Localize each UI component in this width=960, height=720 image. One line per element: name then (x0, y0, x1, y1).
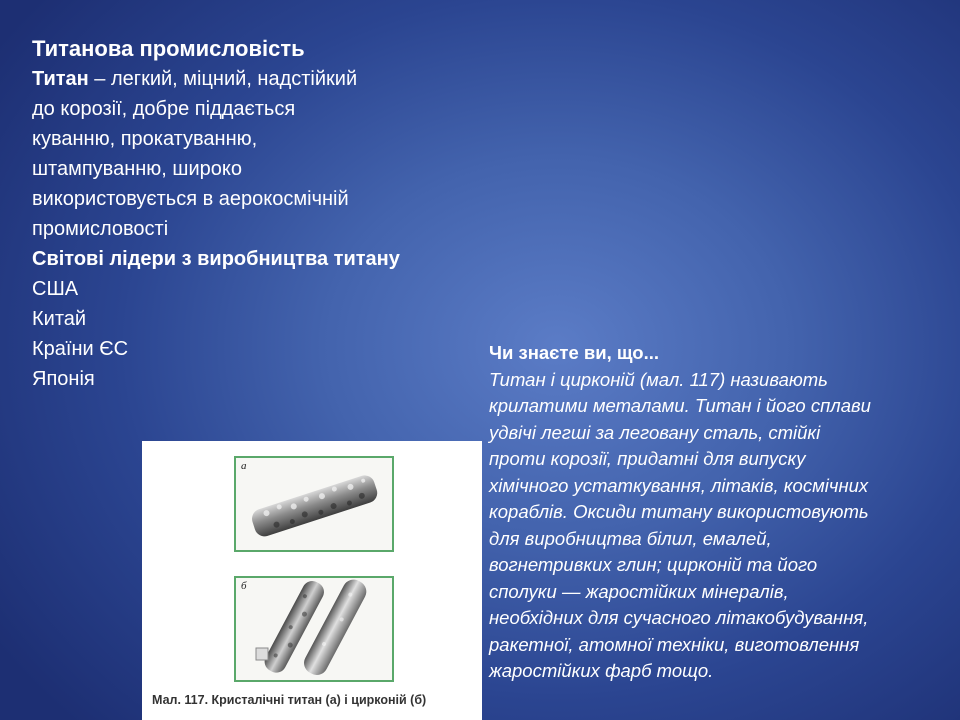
leader-item: Китай (32, 308, 87, 330)
did-you-know-line-4: проти корозії, придатні для випуску (489, 448, 806, 469)
did-you-know-line-7: для виробництва білил, емалей, (489, 527, 772, 549)
did-you-know-line-2: крилатими металами. Титан і його сплави (489, 395, 871, 416)
did-you-know-line-1: Титан і цирконій (мал. 117) називають (489, 368, 828, 390)
panel-b-letter: б (241, 580, 247, 592)
left-text-block (32, 34, 472, 394)
titan-description-line-3: куванню, прокатуванню, (32, 128, 258, 150)
did-you-know-line-6: кораблів. Оксиди титану використовують (489, 501, 869, 522)
zirconium-rods-image (236, 578, 392, 680)
titan-description-line-5: використовується в аерокосмічній (32, 188, 349, 210)
figure-titanium-zirconium (142, 441, 482, 720)
panel-a-letter: а (241, 460, 247, 472)
figure-caption: Мал. 117. Кристалічні титан (а) і цирконій (б) (152, 693, 427, 707)
panel-b-zirconium (234, 576, 394, 682)
did-you-know-block (489, 340, 954, 685)
did-you-know-line-10: необхідних для сучасного літакобудування, (489, 607, 869, 628)
titan-description-line-2: до корозії, добре піддається (32, 98, 296, 120)
titan-desc-text-1: – легкий, міцний, надстійкий (88, 68, 358, 90)
titanium-crystal-rod-image (236, 458, 392, 550)
titan-word: Титан (32, 68, 89, 90)
did-you-know-line-12: жаростійких фарб тощо. (489, 660, 714, 681)
titan-description-line-4: штампуванню, широко (32, 158, 242, 180)
did-you-know-line-8: вогнетривких глин; цирконій та його (489, 554, 818, 575)
did-you-know-line-9: сполуки — жаростійких мінералів, (489, 580, 789, 602)
did-you-know-line-11: ракетної, атомної техніки, виготовлення (489, 633, 860, 655)
leaders-heading: Світові лідери з виробництва титану (32, 248, 400, 270)
did-you-know-heading: Чи знаєте ви, що... (489, 342, 659, 363)
panel-a-titanium (234, 456, 394, 552)
leader-item: США (32, 278, 79, 300)
leader-item: Країни ЄС (32, 338, 129, 360)
did-you-know-line-5: хімічного устаткування, літаків, космічних (489, 474, 869, 496)
leader-item: Японія (32, 368, 95, 390)
titan-description-line-6: промисловості (32, 218, 169, 240)
zirconium-cube-icon (256, 648, 268, 660)
did-you-know-line-3: удвічі легші за леговану сталь, стійкі (489, 421, 821, 443)
titan-description-line-1 (32, 64, 472, 94)
slide-title: Титанова промисловість (32, 36, 305, 61)
